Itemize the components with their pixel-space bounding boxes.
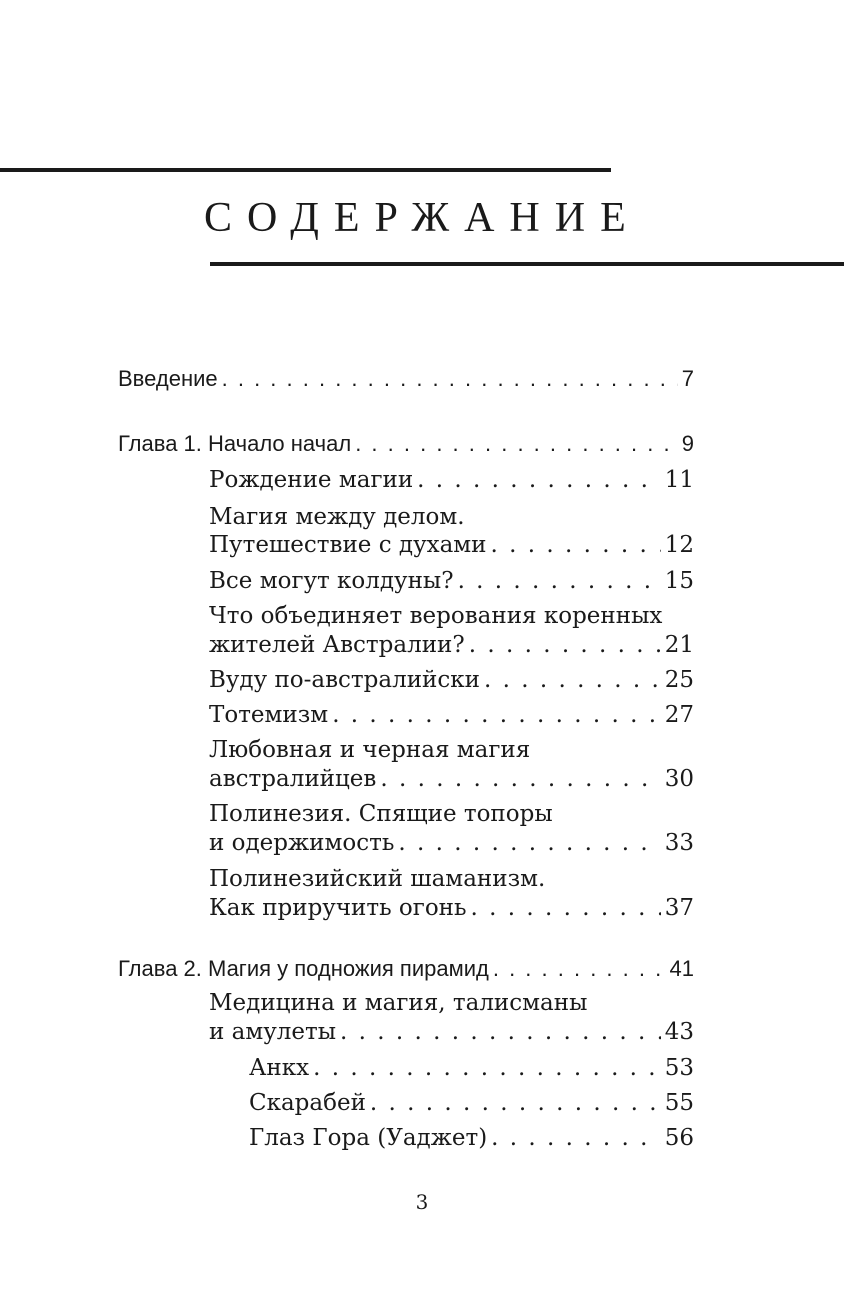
toc-entry[interactable] bbox=[209, 529, 694, 561]
toc-entry-page: 11 bbox=[664, 467, 694, 493]
toc-entry-page: 21 bbox=[664, 632, 694, 658]
leader-dots bbox=[332, 699, 661, 731]
page-title: СОДЕРЖАНИЕ bbox=[204, 195, 641, 241]
leader-dots bbox=[471, 892, 661, 924]
leader-dots bbox=[380, 763, 660, 795]
toc-entry-title: Анкх bbox=[249, 1055, 310, 1081]
toc-entry-page: 43 bbox=[664, 1019, 694, 1045]
page-number: 3 bbox=[415, 1190, 429, 1214]
toc-entry-title: Все могут колдуны? bbox=[209, 568, 454, 594]
toc-entry-title: Путешествие с духами bbox=[209, 532, 487, 558]
leader-dots bbox=[313, 1052, 661, 1084]
leader-dots bbox=[484, 664, 661, 696]
toc-entry-title: Скарабей bbox=[249, 1090, 366, 1116]
leader-dots bbox=[493, 953, 666, 985]
toc-entry[interactable] bbox=[209, 664, 694, 696]
toc-entry[interactable] bbox=[209, 629, 694, 661]
toc-entry-introduction[interactable] bbox=[118, 363, 694, 395]
toc-entry[interactable] bbox=[209, 763, 694, 795]
toc-entry-title-line[interactable]: Магия между делом. bbox=[209, 504, 465, 530]
toc-entry[interactable] bbox=[249, 1052, 694, 1084]
toc-entry[interactable] bbox=[209, 827, 694, 859]
toc-entry-title-line[interactable]: Что объединяет верования коренных bbox=[209, 603, 663, 629]
leader-dots bbox=[355, 428, 678, 460]
toc-entry[interactable] bbox=[209, 892, 694, 924]
leader-dots bbox=[398, 827, 660, 859]
toc-entry-page: 12 bbox=[664, 532, 694, 558]
toc-entry-title: австралийцев bbox=[209, 766, 377, 792]
toc-entry-page: 15 bbox=[664, 568, 694, 594]
toc-entry[interactable] bbox=[249, 1087, 694, 1119]
toc-entry-title: Как приручить огонь bbox=[209, 895, 467, 921]
toc-entry-page: 9 bbox=[681, 431, 694, 456]
leader-dots bbox=[417, 464, 661, 496]
toc-entry-title: и одержимость bbox=[209, 830, 395, 856]
toc-entry-title-line[interactable]: Медицина и магия, талисманы bbox=[209, 990, 588, 1016]
toc-entry-title: Глава 2. Магия у подножия пирамид bbox=[118, 956, 489, 981]
toc-entry-title: и амулеты bbox=[209, 1019, 337, 1045]
leader-dots bbox=[491, 1122, 661, 1154]
leader-dots bbox=[469, 629, 661, 661]
toc-entry-title: Рождение магии bbox=[209, 467, 414, 493]
toc-entry-title: Глава 1. Начало начал bbox=[118, 431, 352, 456]
toc-entry-page: 37 bbox=[664, 895, 694, 921]
toc-entry-page: 56 bbox=[664, 1125, 694, 1151]
toc-entry[interactable] bbox=[209, 1016, 694, 1048]
toc-entry-page: 41 bbox=[669, 956, 694, 981]
toc-entry[interactable] bbox=[209, 464, 694, 496]
toc-entry-title-line[interactable]: Полинезия. Спящие топоры bbox=[209, 801, 553, 827]
toc-entry-page: 7 bbox=[681, 366, 694, 391]
toc-entry-title: жителей Австралии? bbox=[209, 632, 465, 658]
toc-entry-title: Глаз Гора (Уаджет) bbox=[249, 1125, 488, 1151]
toc-entry-page: 55 bbox=[664, 1090, 694, 1116]
toc-entry-title-line[interactable]: Полинезийский шаманизм. bbox=[209, 866, 546, 892]
toc-entry-page: 27 bbox=[664, 702, 694, 728]
toc-entry-page: 30 bbox=[664, 766, 694, 792]
toc-entry[interactable] bbox=[209, 699, 694, 731]
toc-entry[interactable] bbox=[249, 1122, 694, 1154]
toc-entry-page: 33 bbox=[664, 830, 694, 856]
leader-dots bbox=[458, 565, 661, 597]
toc-entry-title: Тотемизм bbox=[209, 702, 329, 728]
leader-dots bbox=[491, 529, 661, 561]
leader-dots bbox=[370, 1087, 661, 1119]
toc-entry-chapter-2[interactable] bbox=[118, 953, 694, 985]
toc-entry[interactable] bbox=[209, 565, 694, 597]
leader-dots bbox=[222, 363, 678, 395]
toc-entry-chapter-1[interactable] bbox=[118, 428, 694, 460]
toc-entry-page: 53 bbox=[664, 1055, 694, 1081]
leader-dots bbox=[340, 1016, 661, 1048]
toc-entry-title-line[interactable]: Любовная и черная магия bbox=[209, 737, 531, 763]
toc-entry-title: Введение bbox=[118, 366, 218, 391]
toc-entry-title: Вуду по-австралийски bbox=[209, 667, 480, 693]
toc-entry-page: 25 bbox=[664, 667, 694, 693]
